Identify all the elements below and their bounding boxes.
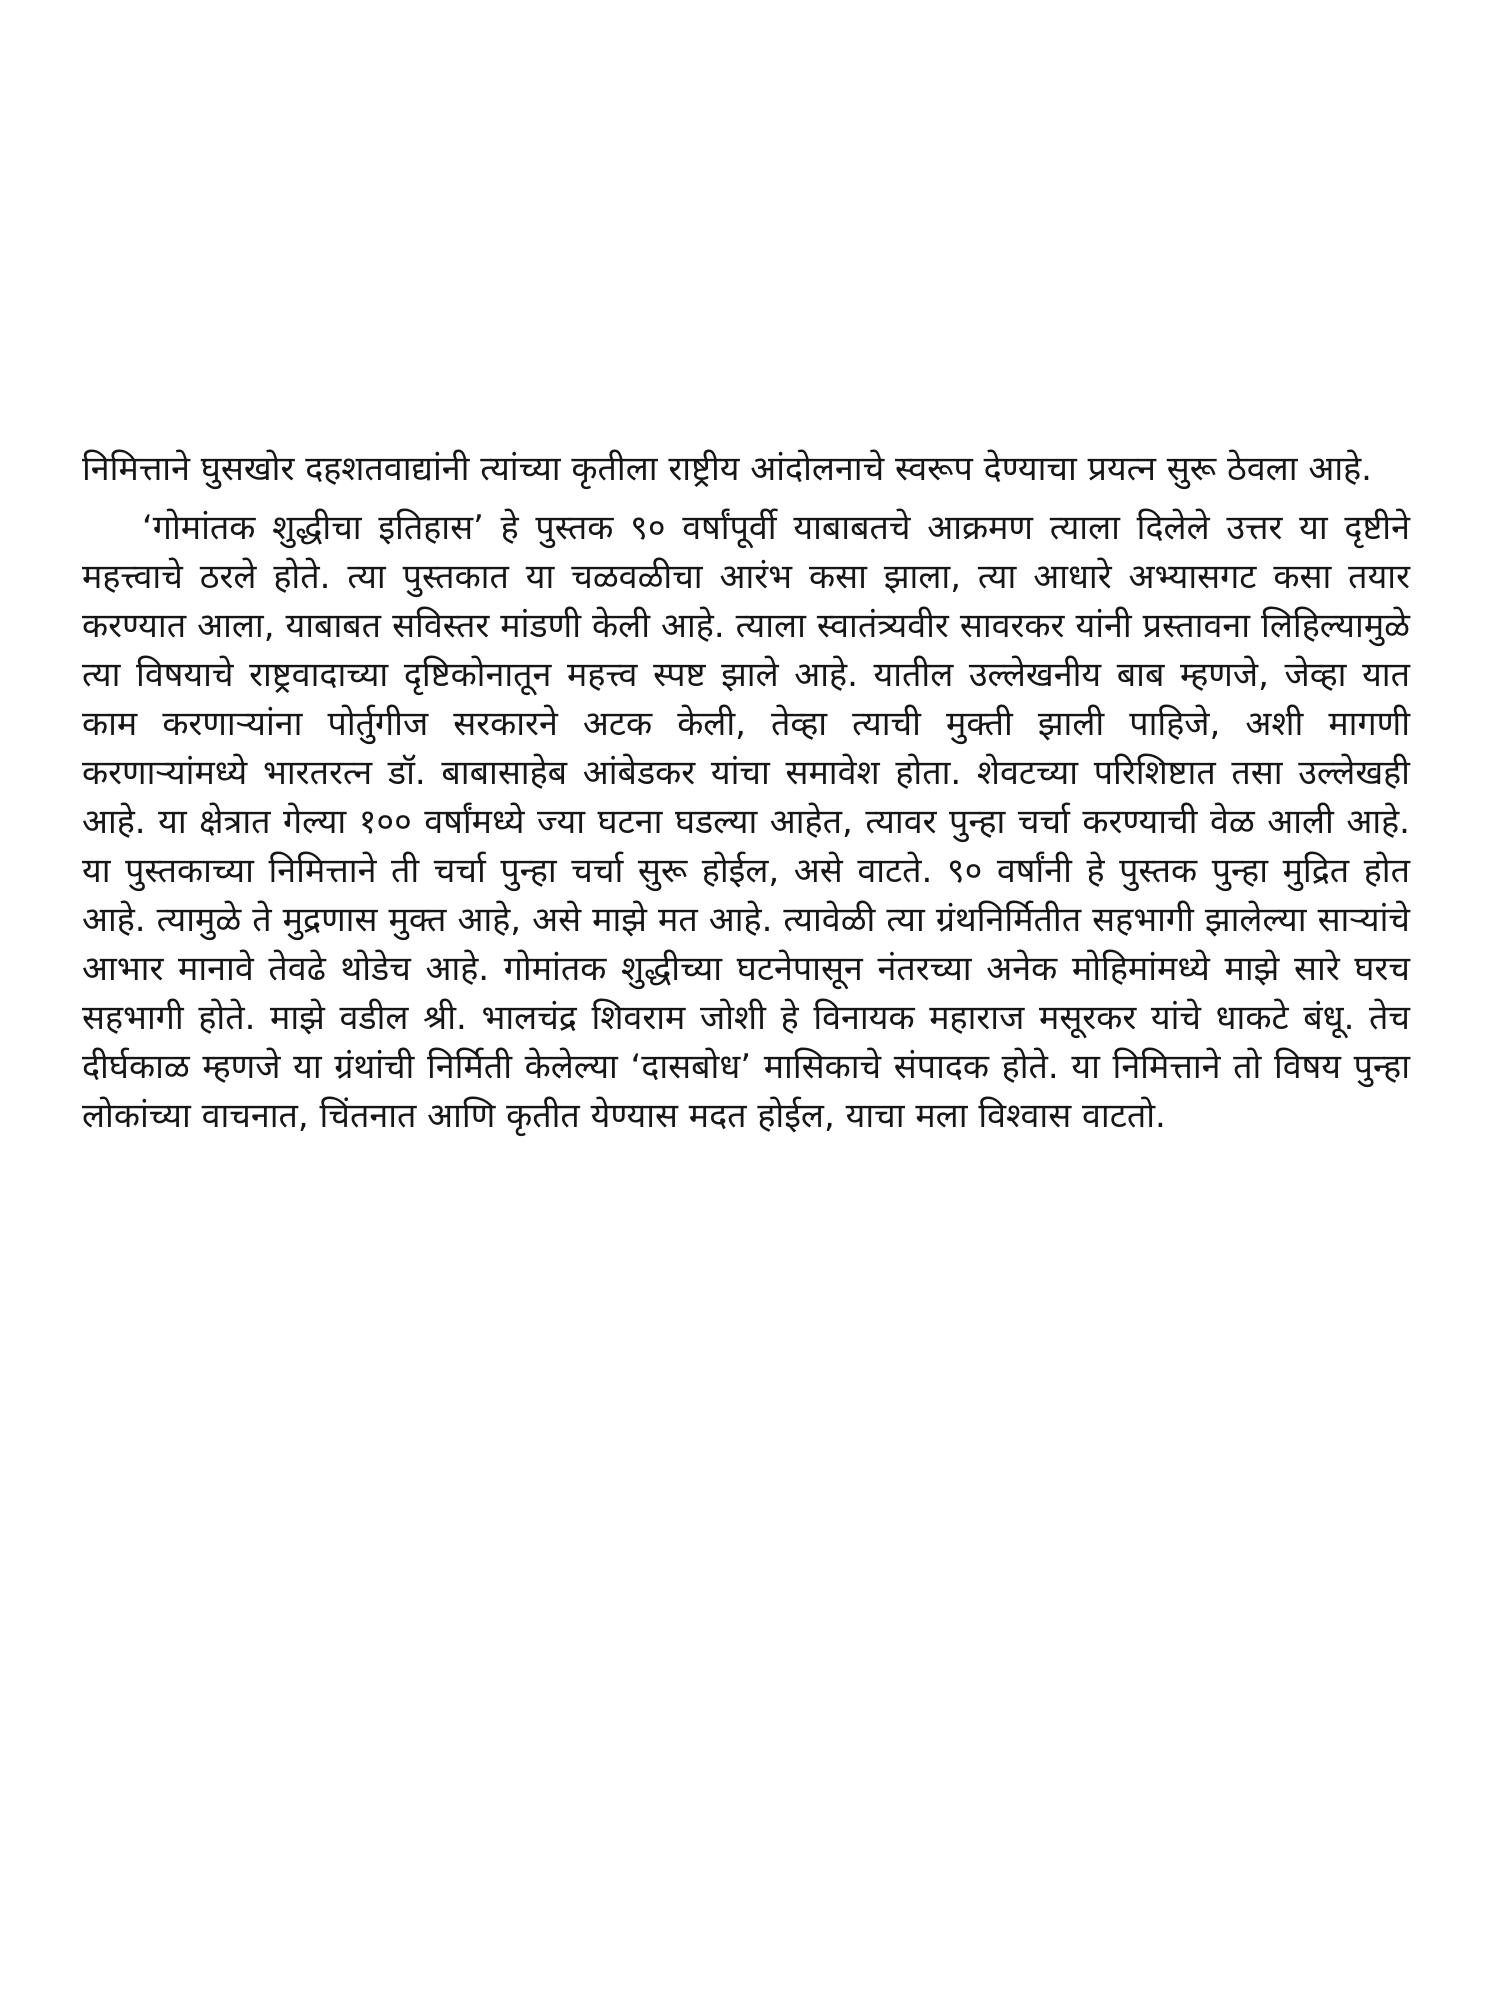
paragraph-main: ‘गोमांतक शुद्धीचा इतिहास’ हे पुस्तक ९० वर्षांपूर्वी याबाबतचे आक्रमण त्याला दिलेले उत्तर या दृष्टीने महत्त्वाचे ठरले होते. त्या पुस्तकात या चळवळीचा आरंभ कसा झाला, त्या आधारे अभ्यासगट कसा तयार करण्यात आला, याबाबत सविस्तर मांडणी केली आहे. त्याला स्वातंत्र्यवीर सावरकर यांनी प्रस्तावना लिहिल्यामुळे त्या विषयाचे राष्ट्रवादाच्या दृष्टिकोनातून महत्त्व स्पष्ट झाले आहे. यातील उल्लेखनीय बाब म्हणजे, जेव्हा यात काम करणाऱ्यांना पोर्तुगीज सरकारने अटक केली, तेव्हा त्याची मुक्ती झाली पाहिजे, अशी मागणी करणाऱ्यांमध्ये भारतरत्न डॉ. बाबासाहेब आंबेडकर यांचा समावेश होता. शेवटच्या परिशिष्टात तसा उल्लेखही आहे. या क्षेत्रात गेल्या १०० वर्षांमध्ये ज्या घटना घडल्या आहेत, त्यावर पुन्हा चर्चा करण्याची वेळ आली आहे. या पुस्तकाच्या निमित्ताने ती चर्चा पुन्हा चर्चा सुरू होईल, असे वाटते. ९० वर्षांनी हे पुस्तक पुन्हा मुद्रित होत आहे. त्यामुळे ते मुद्रणास मुक्त आहे, असे माझे मत आहे. त्यावेळी त्या ग्रंथनिर्मितीत सहभागी झालेल्या साऱ्यांचे आभार मानावे तेवढे थोडेच आहे. गोमांतक शुद्धीच्या घटनेपासून नंतरच्या अनेक मोहिमांमध्ये माझे सारे घरच सहभागी होते. माझे वडील श्री. भालचंद्र शिवराम जोशी हे विनायक महाराज मसूरकर यांचे धाकटे बंधू. तेच दीर्घकाळ म्हणजे या ग्रंथांची निर्मिती केलेल्या ‘दासबोध’ मासिकाचे संपादक होते. या निमित्ताने तो विषय पुन्हा लोकांच्या वाचनात, चिंतनात आणि कृतीत येण्यास मदत होईल, याचा मला विश्वास वाटतो. [82, 508, 1410, 1136]
body-text [82, 445, 1410, 1141]
paragraph-continuation: निमित्ताने घुसखोर दहशतवाद्यांनी त्यांच्या कृतीला राष्ट्रीय आंदोलनाचे स्वरूप देण्याचा प्रयत्न सुरू ठेवला आहे. [82, 449, 1372, 489]
